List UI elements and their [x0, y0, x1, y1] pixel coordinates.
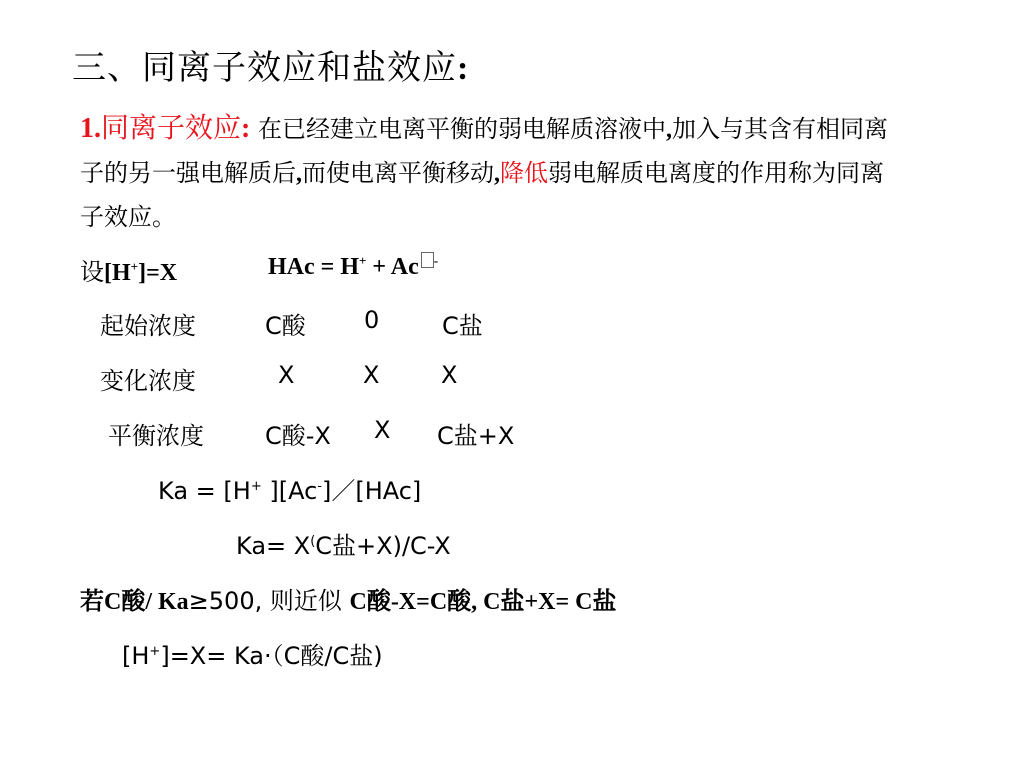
ka-expr-post: C盐+X)/C-X	[315, 532, 451, 560]
lead-term: 同离子效应	[101, 111, 242, 144]
assume-math: [H	[104, 260, 131, 286]
lead-colon: :	[241, 113, 251, 144]
ka-def-sup-h: +	[250, 479, 262, 494]
final-pre: [H	[122, 642, 150, 670]
ka-definition	[158, 471, 421, 506]
assume-sup: +	[130, 259, 139, 274]
definition-body-4: 弱电解质电离度的作用称为同离子效应。	[80, 159, 884, 231]
row-change-c3: X	[441, 361, 458, 389]
ka-def-pre: Ka = [H	[158, 477, 251, 505]
ka-expr-pre: Ka= X	[236, 532, 311, 560]
approx-result: C酸-X=C酸, C盐+X= C盐	[349, 589, 617, 615]
row-equilibrium-c1: C酸-X	[265, 422, 331, 450]
final-sup: +	[149, 644, 161, 659]
definition-body-3: 而使电离平衡移动	[302, 159, 494, 187]
title-text: 三、同离子效应和盐效应	[72, 48, 457, 88]
assume-rest: ]=X	[138, 260, 178, 286]
approximation-line	[80, 581, 617, 616]
ka-def-post: ]／[HAc]	[321, 477, 422, 505]
row-initial-c1: C酸	[265, 312, 306, 340]
reaction-sup-h: +	[359, 253, 367, 268]
row-equilibrium-c2: X	[374, 416, 391, 444]
row-initial-c3: C盐	[442, 312, 483, 340]
definition-body-2: 加入与其含有相同离子的另一强电解质后	[80, 115, 888, 187]
assume-word: 设	[80, 258, 104, 286]
row-equilibrium-c3: C盐+X	[437, 422, 515, 450]
row-change-c1: X	[278, 361, 295, 389]
ka-expr-sup: (	[310, 534, 316, 549]
comma-3: ,	[494, 161, 500, 187]
definition-paragraph	[80, 106, 900, 239]
final-post: ]=X= Ka·（C酸/C盐)	[160, 642, 383, 670]
title-colon: :	[457, 50, 470, 87]
comma-2: ,	[296, 161, 302, 187]
row-initial-c2: 0	[364, 306, 380, 334]
assumption-line	[80, 252, 177, 287]
approx-symbol: ≥500, 则近似	[188, 587, 350, 615]
ka-expression	[236, 526, 451, 561]
final-expression	[122, 636, 383, 671]
lead-number: 1.	[80, 113, 101, 144]
definition-lead	[80, 111, 250, 144]
row-equilibrium-label: 平衡浓度	[108, 422, 204, 450]
definition-highlight: 降低	[500, 159, 548, 187]
row-change-label: 变化浓度	[100, 367, 196, 395]
ka-def-mid: ][Ac	[261, 477, 318, 505]
definition-body-1: 在已经建立电离平衡的弱电解质溶液中	[250, 115, 666, 143]
reaction-equation	[268, 252, 438, 281]
approx-condition: 若C酸/ Ka	[80, 589, 189, 615]
slide-title	[72, 40, 469, 89]
reaction-plus-ac: + Ac	[366, 254, 419, 280]
reaction-left: HAc = H	[268, 254, 359, 280]
row-change-c2: X	[363, 361, 380, 389]
ka-def-sup-minus: -	[317, 479, 322, 494]
missing-glyph-box	[421, 252, 434, 268]
row-initial-label: 起始浓度	[100, 312, 196, 340]
reaction-sup-minus: -	[433, 253, 439, 268]
comma-1: ,	[665, 117, 672, 143]
